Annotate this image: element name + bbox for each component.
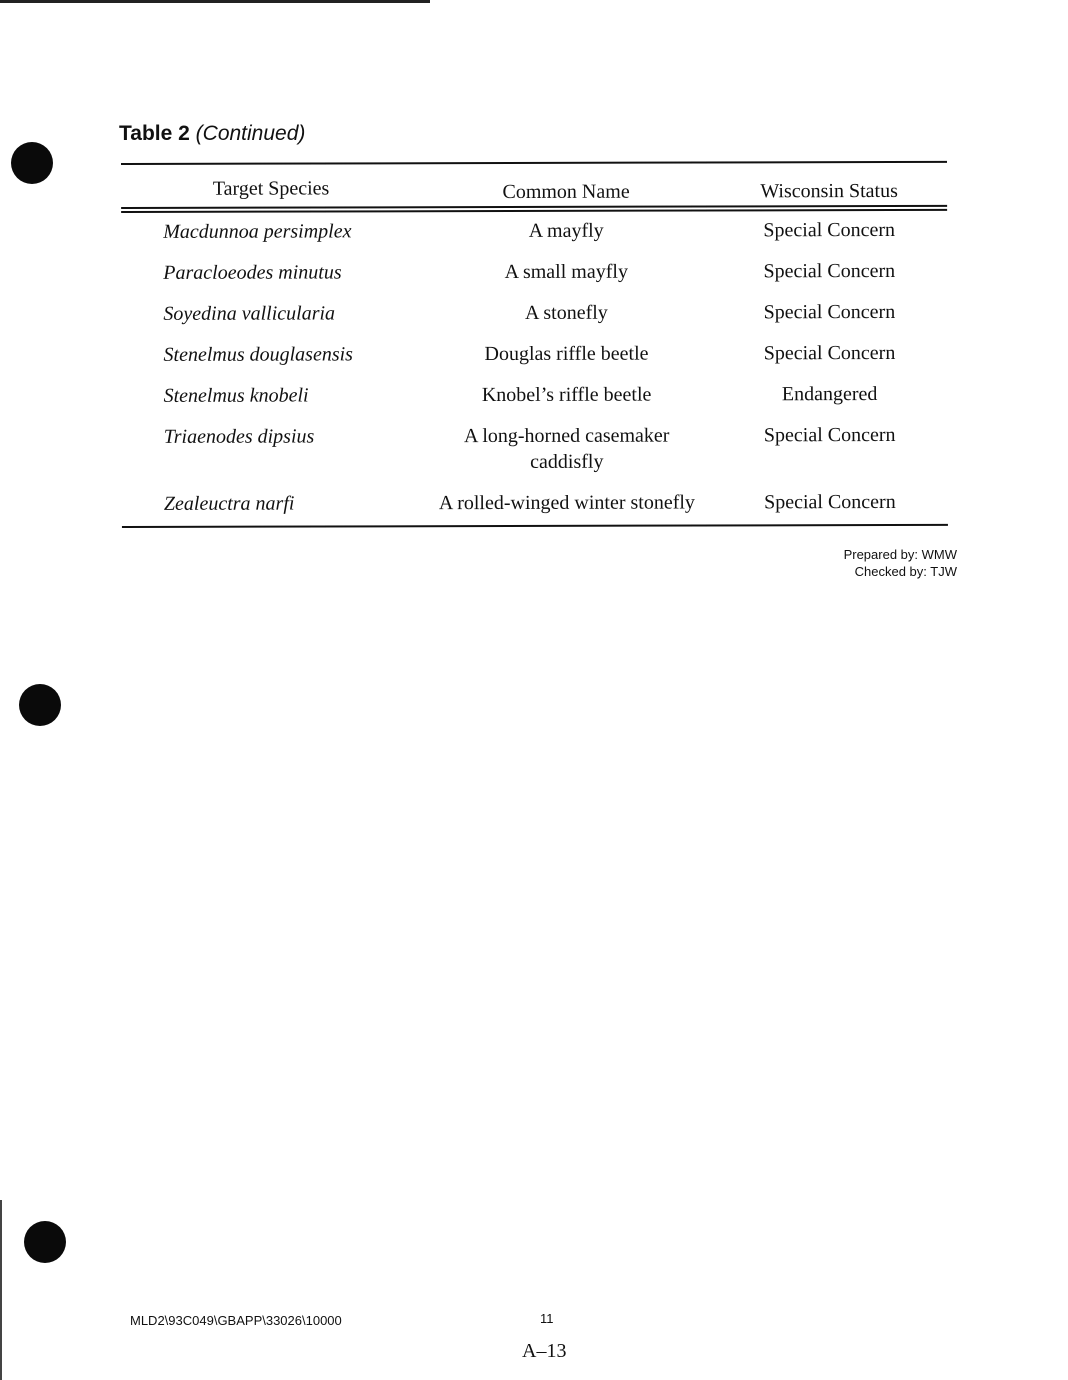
table-title-label: Table 2 [119,122,190,145]
scan-left-edge-line [0,1200,2,1380]
punch-hole-middle [19,684,61,726]
header-wisconsin-status: Wisconsin Status [760,179,898,203]
file-reference: MLD2\93C049\GBAPP\33026\10000 [130,1313,342,1328]
status-cell: Special Concern [763,341,896,365]
table-row [121,299,947,342]
common-name-cell: A mayfly [528,219,604,242]
table-row [121,217,947,260]
status-cell: Special Concern [763,218,896,242]
table-row [122,381,948,424]
punch-hole-bottom [24,1221,66,1263]
status-cell: Special Concern [763,259,896,283]
species-cell: Triaenodes dipsius [163,425,315,448]
common-name-cell: A small mayfly [504,260,628,283]
preparation-note [844,546,957,580]
header-common-name: Common Name [502,180,630,204]
common-name-line: A long-horned casemaker [463,424,670,448]
species-cell: Stenelmus douglasensis [163,343,353,366]
appendix-page-label: A–13 [522,1340,567,1362]
checked-by: Checked by: TJW [854,564,957,579]
table-title [119,122,305,146]
scan-top-edge-line [0,0,430,3]
common-name-cell: Douglas riffle beetle [484,342,649,366]
common-name-cell: Knobel’s riffle beetle [481,383,652,407]
prepared-by: Prepared by: WMW [843,547,957,562]
punch-hole-top [11,142,53,184]
table-title-note: (Continued) [195,122,306,145]
species-cell: Paracloeodes minutus [163,261,342,284]
status-cell: Special Concern [764,490,896,514]
species-cell: Stenelmus knobeli [163,384,309,407]
common-name-line: caddisfly [530,450,604,473]
species-cell: Zealeuctra narfi [163,492,295,515]
table-header-row [121,163,947,205]
table-body [121,211,948,532]
status-cell: Endangered [781,383,878,406]
status-cell: Special Concern [763,423,896,447]
table-row [121,258,947,301]
species-table [121,161,948,528]
species-cell: Soyedina vallicularia [163,302,336,325]
species-cell: Macdunnoa persimplex [163,220,352,243]
common-name-cell [422,422,712,490]
table-row [122,489,948,532]
table-row [121,340,947,383]
status-cell: Special Concern [763,300,896,324]
page-number: 11 [540,1311,554,1326]
table-row [122,422,948,491]
common-name-cell: A rolled-winged winter stonefly [438,491,695,515]
header-target-species: Target Species [212,177,330,200]
common-name-cell: A stonefly [524,301,608,324]
